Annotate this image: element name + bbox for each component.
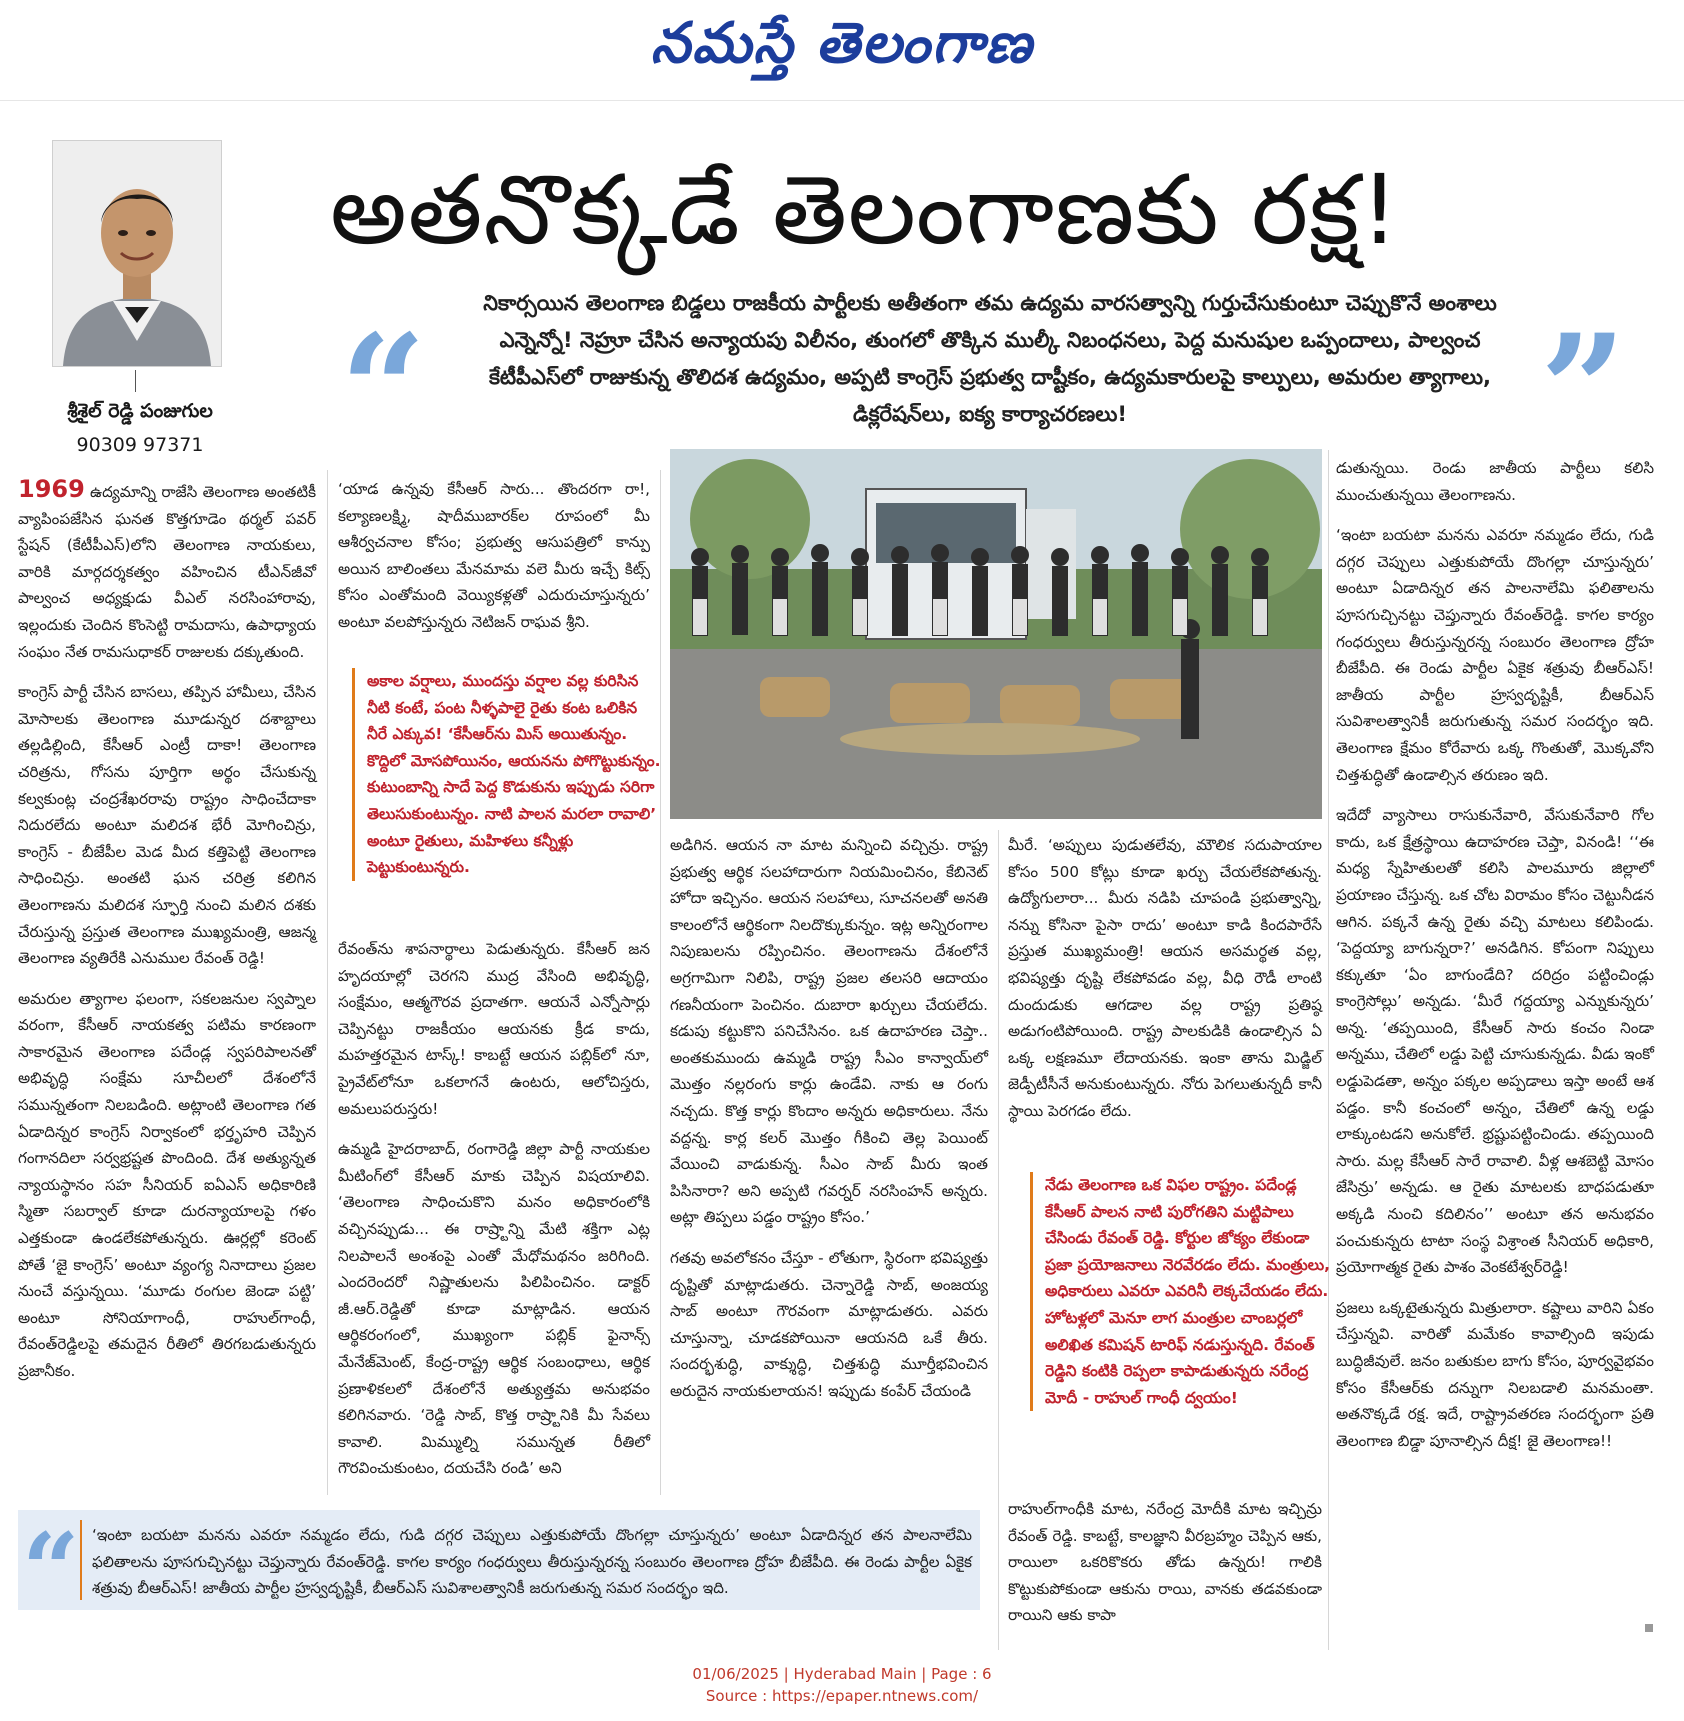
newspaper-logo: నమస్తే తెలంగాణ: [650, 10, 1034, 76]
deck-summary: నికార్సయిన తెలంగాణ బిడ్డలు రాజకీయ పార్టీలకు అతీతంగా తమ ఉద్యమ వారసత్వాన్ని గుర్తుచేసుకుంటూ చెప్పుకొనే అంశాలు ఎన్నెన్నో! నెహ్రూ చేసిన అన్యాయపు విలీనం, తుంగలో తొక్కిన ముల్కీ నిబంధనలు, పెద్ద మనుషుల ఒప్పందాలు, పాల్వంచ కేటీపీఎస్‌లో రాజుకున్న తొలిదశ ఉద్యమం, అప్పటి కాంగ్రెస్ ప్రభుత్వ దాష్టీకం, ఉద్యమకారులపై కాల్పులు, అమరుల త్యాగాలు, డిక్లరేషన్‌లు, ఐక్య కార్యాచరణలు!: [483, 291, 1497, 426]
column-rule: [660, 470, 661, 1495]
author-photo: [52, 140, 222, 367]
lead-number: 1969: [18, 475, 85, 503]
paragraph: ఇదేదో వ్యాసాలు రాసుకునేవారి, వేసుకునేవారి గోల కాదు, ఒక క్షేత్రస్థాయి ఉదాహరణ చెప్తా, వినండి! ‘‘ఈ మధ్య స్నేహితులతో కలిసి పాలమూరు జిల్లాలో ప్రయాణం చేస్తున్న. ఒక చోట విరామం కోసం చెట్టునీడన ఆగిన. పక్కనే ఉన్న రైతు వచ్చి మాటలు కలిపిండు. ‘పెద్దయ్యా బాగున్నరా?’ అనడిగిన. కోపంగా నిప్పులు కక్కుతూ ‘ఏం బాగుండేది? దరిద్రం పట్టించిండ్లు కాంగ్రెసోల్లు’ అన్నడు. ‘మీరే గద్దయ్యా ఎన్నుకున్నరు’ అన్న. ‘తప్పయింది, కేసీఆర్ సారు కంచం నిండా అన్నము, చేతిలో లడ్డు పెట్టి చూసుకున్నడు. వీడు ఇంకో లడ్డుపెడతా, అన్నం పక్కల అప్పడాలు ఇస్తా అంటే ఆశ పడ్డం. కానీ కంచంలో అన్నం, చేతిలో ఉన్న లడ్డు లాక్కుంటడని అనుకోలే. భ్రష్టుపట్టించిండు. తప్పయింది సారు. మల్ల కేసీఆర్ సారే రావాలి. వీళ్ల ఆశబెట్టి మోసం జేసిన్రు’ అన్నడు. ఆ రైతు మాటలకు బాధపడుతూ అక్కడి నుంచి కదిలినం’’ అంటూ తన అనుభవం పంచుకున్నరు టాటా సంస్థ విశ్రాంత సీనియర్ అధికారి, ప్రయోగాత్మక రైతు పాశం వెంకటేశ్వర్‌రెడ్డి!: [1336, 806, 1654, 1277]
article-column-5: [1336, 455, 1654, 1468]
paragraph: రేవంత్‌ను శాపనార్థాలు పెడుతున్నరు. కేసీఆర్ జన హృదయాల్లో చెరగని ముద్ర వేసింది అభివృద్ధి, సంక్షేమం, ఆత్మగౌరవ ప్రదాతగా. ఆయనే ఎన్నోసార్లు చెప్పినట్టు రాజకీయం ఆయనకు క్రీడ కాదు, మహత్తరమైన టాస్క్! కాబట్టే ఆయన పబ్లిక్‌లో నూ, ప్రైవేట్‌లోనూ ఒకలాగనే ఉంటరు, ఆలోచిస్తరు, అమలుపరుస్తరు!: [338, 940, 650, 1118]
masthead-divider: [0, 100, 1684, 101]
quote-rule: [80, 1520, 82, 1600]
paragraph: ‘ఇంటా బయటా మనను ఎవరూ నమ్మడం లేదు, గుడి దగ్గర చెప్పులు ఎత్తుకుపోయే దొంగల్లా చూస్తున్నరు’ అంటూ ఏడాదిన్నర తన పాలనాలేమి ఫలితాలను పూసగుచ్చినట్టు చెప్తున్నారు రేవంత్‌రెడ్డి. కాగల కార్యం గంధర్వులు తీరుస్తున్నరన్న సంబురం తెలంగాణ ద్రోహ బీజేపీది. ఈ రెండు పార్టీల ఏకైక శత్రువు బీఆర్ఎస్! జాతీయ పార్టీల హ్రస్వదృష్టికీ, బీఆర్ఎస్ సువిశాలత్వానికీ జరుగుతున్న సమర సందర్భం ఇది. తెలంగాణ క్షేమం కోరేవారు ఒక్క గొంతుతో, మొక్కవోని చిత్తశుద్ధితో ఉండాల్సిన తరుణం ఇది.: [1336, 526, 1654, 784]
farmers-protest-photo-icon: [670, 449, 1322, 819]
column-rule: [327, 470, 328, 1495]
author-divider: [135, 370, 136, 392]
news-photo: [670, 449, 1322, 819]
column-rule: [998, 830, 999, 1650]
paragraph: కాంగ్రెస్ పార్టీ చేసిన బాసలు, తప్పిన హామీలు, చేసిన మోసాలకు తెలంగాణ మూడున్నర దశాబ్దాలు తల్లడిల్లింది, కేసీఆర్ ఎంట్రీ దాకా! తెలంగాణ చరిత్రను, గోసను పూర్తిగా అర్థం చేసుకున్న కల్వకుంట్ల చంద్రశేఖరరావు రాష్ట్రం సాధించేదాకా నిదురలేదు అంటూ మలిదశ భేరీ మోగించిన్రు, కాంగ్రెస్ - బీజేపీల మెడ మీద కత్తిపెట్టి తెలంగాణ సాధించిన్రు. అంతటి ఘన చరిత్ర కలిగిన తెలంగాణను మలిదశ స్ఫూర్తి నుంచి మలిన దశకు చేరుస్తున్న ప్రస్తుత తెలంగాణ ముఖ్యమంత్రి, ఆజన్మ తెలంగాణ వ్యతిరేకి ఎనుముల రేవంత్ రెడ్డి!: [18, 683, 316, 968]
paragraph: గతవు అవలోకనం చేస్తూ - లోతుగా, స్థిరంగా భవిష్యత్తు దృష్టితో మాట్లాడుతరు. చెన్నారెడ్డి సాబ్, అంజయ్య సాబ్ అంటూ గౌరవంగా మాట్లాడుతరు. ఎవరు చూస్తున్నా, చూడకపోయినా ఆయనది ఒకే తీరు. సందర్భశుద్ధి, వాక్శుద్ధి, చిత్తశుద్ధి మూర్తీభవించిన అరుదైన నాయకులాయన! ఇప్పుడు కంపేర్ చేయండి: [670, 1248, 988, 1400]
author-phone: 90309 97371: [76, 434, 204, 456]
pull-quote-1: అకాల వర్షాలు, ముందస్తు వర్షాల వల్ల కురిసిన నీటి కంటే, పంట నీళ్ళపాలై రైతు కంట ఒలికిన నీరే ఎక్కువ! ‘కేసీఆర్‌ను మిస్ అయితున్నం. కొద్దిలో మోసపోయినం, ఆయనను పోగొట్టుకున్నం. కుటుంబాన్ని సాదే పెద్ద కొడుకును ఇప్పుడు సరిగా తెలుసుకుంటున్నం. నాటి పాలన మరలా రావాలి’ అంటూ రైతులు, మహిళలు కన్నీళ్లు పెట్టుకుంటున్నరు.: [352, 668, 662, 881]
article-column-2: [338, 476, 650, 650]
paragraph: 1969 ఉద్యమాన్ని రాజేసి తెలంగాణ అంతటికీ వ్యాపింపజేసిన ఘనత కొత్తగూడెం థర్మల్ పవర్ స్టేషన్ (కేటీపీఎస్)లోని తెలంగాణ నాయకులు, వారికి మార్గదర్శకత్వం వహించిన టీఎన్‌జీవో పాల్వంచ అధ్యక్షుడు వీఎల్ నరసింహారావు, ఇల్లందుకు చెందిన కొంసెట్టి రామదాసు, ఉపాధ్యాయ సంఘం నేత రామసుధాకర్ రాజులకు దక్కుతుంది.: [18, 475, 316, 661]
article-column-4: [1008, 832, 1322, 1139]
paragraph: అమరుల త్యాగాల ఫలంగా, సకలజనుల స్వప్నాల వరంగా, కేసీఆర్ నాయకత్వ పటిమ కారణంగా సాకారమైన తెలంగాణ పదేండ్ల స్వపరిపాలనతో అభివృద్ధి సంక్షేమ సూచీలలో దేశంలోనే సమున్నతంగా నిలబడింది. అట్లాంటి తెలంగాణ గత ఏడాదిన్నర కాంగ్రెస్ నిర్వాకంలో భర్తృహరి చెప్పిన గంగానదిలా సర్వభ్రష్టత పొందింది. దేశ అత్యున్నత న్యాయస్థానం సహ సీనియర్ ఐఏఎస్ అధికారిణి స్మితా సబర్వాల్ కూడా దురన్యాయాలపై గళం ఎత్తకుండా ఉండలేకపోతున్నరు. ఊర్లల్లో కరెంట్ పోతే ‘జై కాంగ్రెస్’ అంటూ వ్యంగ్య నినాదాలు ప్రజల నుంచే వస్తున్నయి. ‘మూడు రంగుల జెండా పట్టి’ అంటూ సోనియాగాంధీ, రాహుల్‌గాంధీ, రేవంత్‌రెడ్డిలపై తమదైన రీతిలో తిరగబడుతున్నరు ప్రజానీకం.: [18, 989, 316, 1380]
highlight-quote-text: ‘ఇంటా బయటా మనను ఎవరూ నమ్మడం లేదు, గుడి దగ్గర చెప్పులు ఎత్తుకుపోయే దొంగల్లా చూస్తున్నరు’ అంటూ ఏడాదిన్నర తన పాలనాలేమి ఫలితాలను పూసగుచ్చినట్టు చెప్తున్నారు రేవంత్‌రెడ్డి. కాగల కార్యం గంధర్వులు తీరుస్తున్నరన్న సంబురం తెలంగాణ ద్రోహ బీజేపీది. ఈ రెండు పార్టీల ఏకైక శత్రువు బీఆర్ఎస్! జాతీయ పార్టీల హ్రస్వదృష్టికీ, బీఆర్ఎస్ సువిశాలత్వానికీ జరుగుతున్న సమర సందర్భం ఇది.: [92, 1526, 972, 1598]
paragraph: మీరే. ‘అప్పులు పుడుతలేవు, మౌలిక సదుపాయాల కోసం 500 కోట్లు కూడా ఖర్చు చేయలేకపోతున్న. ఉద్యోగులారా... మీరు నడిపి చూపండి ప్రభుత్వాన్ని, నన్ను కోసినా పైసా రాదు’ అంటూ కాడి కిందపారేసే ప్రస్తుత ముఖ్యమంత్రి! ఆయన అసమర్థత వల్ల, భవిష్యత్తు దృష్టి లేకపోవడం వల్ల, వీధి రౌడీ లాంటి దుందుడుకు ఆగడాల వల్ల రాష్ట్ర ప్రతిష్ఠ అడుగంటిపోయింది. రాష్ట్ర పాలకుడికి ఉండాల్సిన ఏ ఒక్క లక్షణమూ లేదాయనకు. ఇంకా తాను మిడ్జిల్ జెడ్పీటీసీనే అనుకుంటున్నరు. నోరు పెగలుతున్నదీ కానీ స్థాయి పెరగడం లేదు.: [1008, 836, 1322, 1120]
footer-date-edition: 01/06/2025 | Hyderabad Main | Page : 6: [692, 1665, 992, 1683]
article-column-1: [18, 476, 316, 1399]
quote-icon: “: [22, 1511, 80, 1629]
article-column-3: [670, 832, 988, 1418]
headline: అతనొక్కడే తెలంగాణకు రక్ష!: [330, 154, 1400, 266]
paragraph: రాహుల్‌గాంధీకి మాట, నరేంద్ర మోదీకి మాట ఇచ్చిన్రు రేవంత్ రెడ్డి. కాబట్టే, కాలజ్ఞాని వీరబ్రహ్మం చెప్పిన ఆకు, రాయిలా ఒకరికొకరు తోడు ఉన్నరు! గాలికి కొట్టుకుపోకుండా ఆకును రాయి, వానకు తడవకుండా రాయిని ఆకు కాపా: [1008, 1500, 1322, 1625]
article-column-2-continued: [338, 936, 650, 1496]
pull-quote-2: నేడు తెలంగాణ ఒక విఫల రాష్ట్రం. పదేండ్ల కేసీఆర్ పాలన నాటి పురోగతిని మట్టిపాలు చేసిండు రేవంత్ రెడ్డి. కోర్టుల జోక్యం లేకుండా ప్రజా ప్రయోజనాలు నెరవేరడం లేదు. మంత్రులు, అధికారులు ఎవరూ ఎవరినీ లెక్కచేయడం లేదు. హోటళ్లలో మెనూ లాగ మంత్రుల చాంబర్లలో అలిఖిత కమిషన్ టారిఫ్ నడుస్తున్నది. రేవంత్ రెడ్డిని కంటికి రెప్పలా కాపాడుతున్నరు నరేంద్ర మోదీ - రాహుల్ గాంధీ ద్వయం!: [1030, 1172, 1333, 1411]
paragraph: డుతున్నయి. రెండు జాతీయ పార్టీలు కలిసి ముంచుతున్నయి తెలంగాణను.: [1336, 459, 1654, 504]
author-name: శ్రీశైల్ రెడ్డి పంజుగుల: [67, 400, 213, 422]
paragraph: ఉమ్మడి హైదరాబాద్, రంగారెడ్డి జిల్లా పార్టీ నాయకుల మీటింగ్‌లో కేసీఆర్ మాకు చెప్పిన విషయాలివి. ‘తెలంగాణ సాధించుకొని మనం అధికారంలోకి వచ్చినప్పుడు... ఈ రాష్ర్టాన్ని మేటి శక్తిగా ఎట్ల నిలపాలనే అంశంపై ఎంతో మేధోమథనం జరిగింది. ఎందరెందరో నిష్ణాతులను పిలిపించినం. డాక్టర్ జీ.ఆర్.రెడ్డితో కూడా మాట్లాడిన. ఆయన ఆర్థికరంగంలో, ముఖ్యంగా పబ్లిక్ ఫైనాన్స్ మేనేజ్‌మెంట్, కేంద్ర-రాష్ట్ర ఆర్థిక సంబంధాలు, ఆర్థిక ప్రణాళికలలో దేశంలోనే అత్యుత్తమ అనుభవం కలిగినవారు. ‘రెడ్డి సాబ్, కొత్త రాష్ర్టానికి మీ సేవలు కావాలి. మిమ్ముల్ని సమున్నత రీతిలో గౌరవించుకుంటం, దయచేసి రండి’ అని: [338, 1140, 650, 1478]
open-quote-icon: “: [340, 302, 427, 478]
footer-source-link[interactable]: Source : https://epaper.ntnews.com/: [705, 1687, 979, 1705]
article-end-mark: [1645, 1624, 1653, 1632]
close-quote-icon: ”: [1540, 302, 1627, 478]
masthead: [0, 0, 1684, 96]
column-rule: [1328, 450, 1329, 1650]
paragraph: ప్రజలు ఒక్కటైతున్నరు మిత్రులారా. కష్టాలు వారిని ఏకం చేస్తున్నవి. వారితో మమేకం కావాల్సింది ఇపుడు బుద్ధిజీవులే. జనం బతుకుల బాగు కోసం, పూర్వవైభవం కోసం కేసీఆర్‌కు దన్నుగా నిలబడాలి మనమంతా. అతనొక్కడే రక్ష. ఇదే, రాష్ట్రావతరణ సందర్భంగా ప్రతి తెలంగాణ బిడ్డా పూనాల్సిన దీక్ష! జై తెలంగాణ!!: [1336, 1298, 1654, 1450]
article-column-4-continued: [1008, 1496, 1322, 1643]
paragraph: ‘యాడ ఉన్నవు కేసీఆర్ సారు... తొందరగా రా!, కల్యాణలక్ష్మి, షాదీముబారక్‌ల రూపంలో మీ ఆశీర్వచనాల కోసం; ప్రభుత్వ ఆసుపత్రిలో కాన్పు అయిన బాలింతలు మేనమామ వలె మీరు ఇచ్చే కిట్స్ కోసం ఎంతోమంది వెయ్యికళ్లతో ఎదురుచూస్తున్నరు’ అంటూ వలపోస్తున్నరు నెటిజన్ రాఘవ శ్రీని.: [338, 480, 650, 631]
paragraph: అడిగిన. ఆయన నా మాట మన్నించి వచ్చిన్రు. రాష్ట్ర ప్రభుత్వ ఆర్థిక సలహాదారుగా నియమించినం, కేబినెట్ హోదా ఇచ్చినం. ఆయన సలహాలు, సూచనలతో అనతి కాలంలోనే ఆర్థికంగా నిలదొక్కుకున్నం. ఇట్ల అన్నిరంగాల నిపుణులను రప్పించినం. తెలంగాణను దేశంలోనే అగ్రగామిగా నిలిపి, రాష్ట్ర ప్రజల తలసరి ఆదాయం గణనీయంగా పెంచినం. దుబారా ఖర్చులు చేయలేదు. కడుపు కట్టుకొని పనిచేసినం. ఒక ఉదాహరణ చెప్తా.. అంతకుముందు ఉమ్మడి రాష్ట్ర సీఎం కాన్వాయ్‌లో మొత్తం నల్లరంగు కార్లు ఉండేవి. నాకు ఆ రంగు నచ్చదు. కొత్త కార్లు కొందాం అన్నరు అధికారులు. నేను వద్దన్న. కార్ల కలర్ మొత్తం గీకించి తెల్ల పెయింట్ వేయించి వాడుకున్న. సీఎం సాబ్ మీరు ఇంత పిసినారా? అని అప్పటి గవర్నర్ నరసింహన్ అన్నరు. అట్లా తిప్పలు పడ్డం రాష్ట్రం కోసం.’: [670, 836, 988, 1227]
author-portrait-icon: [53, 141, 221, 366]
